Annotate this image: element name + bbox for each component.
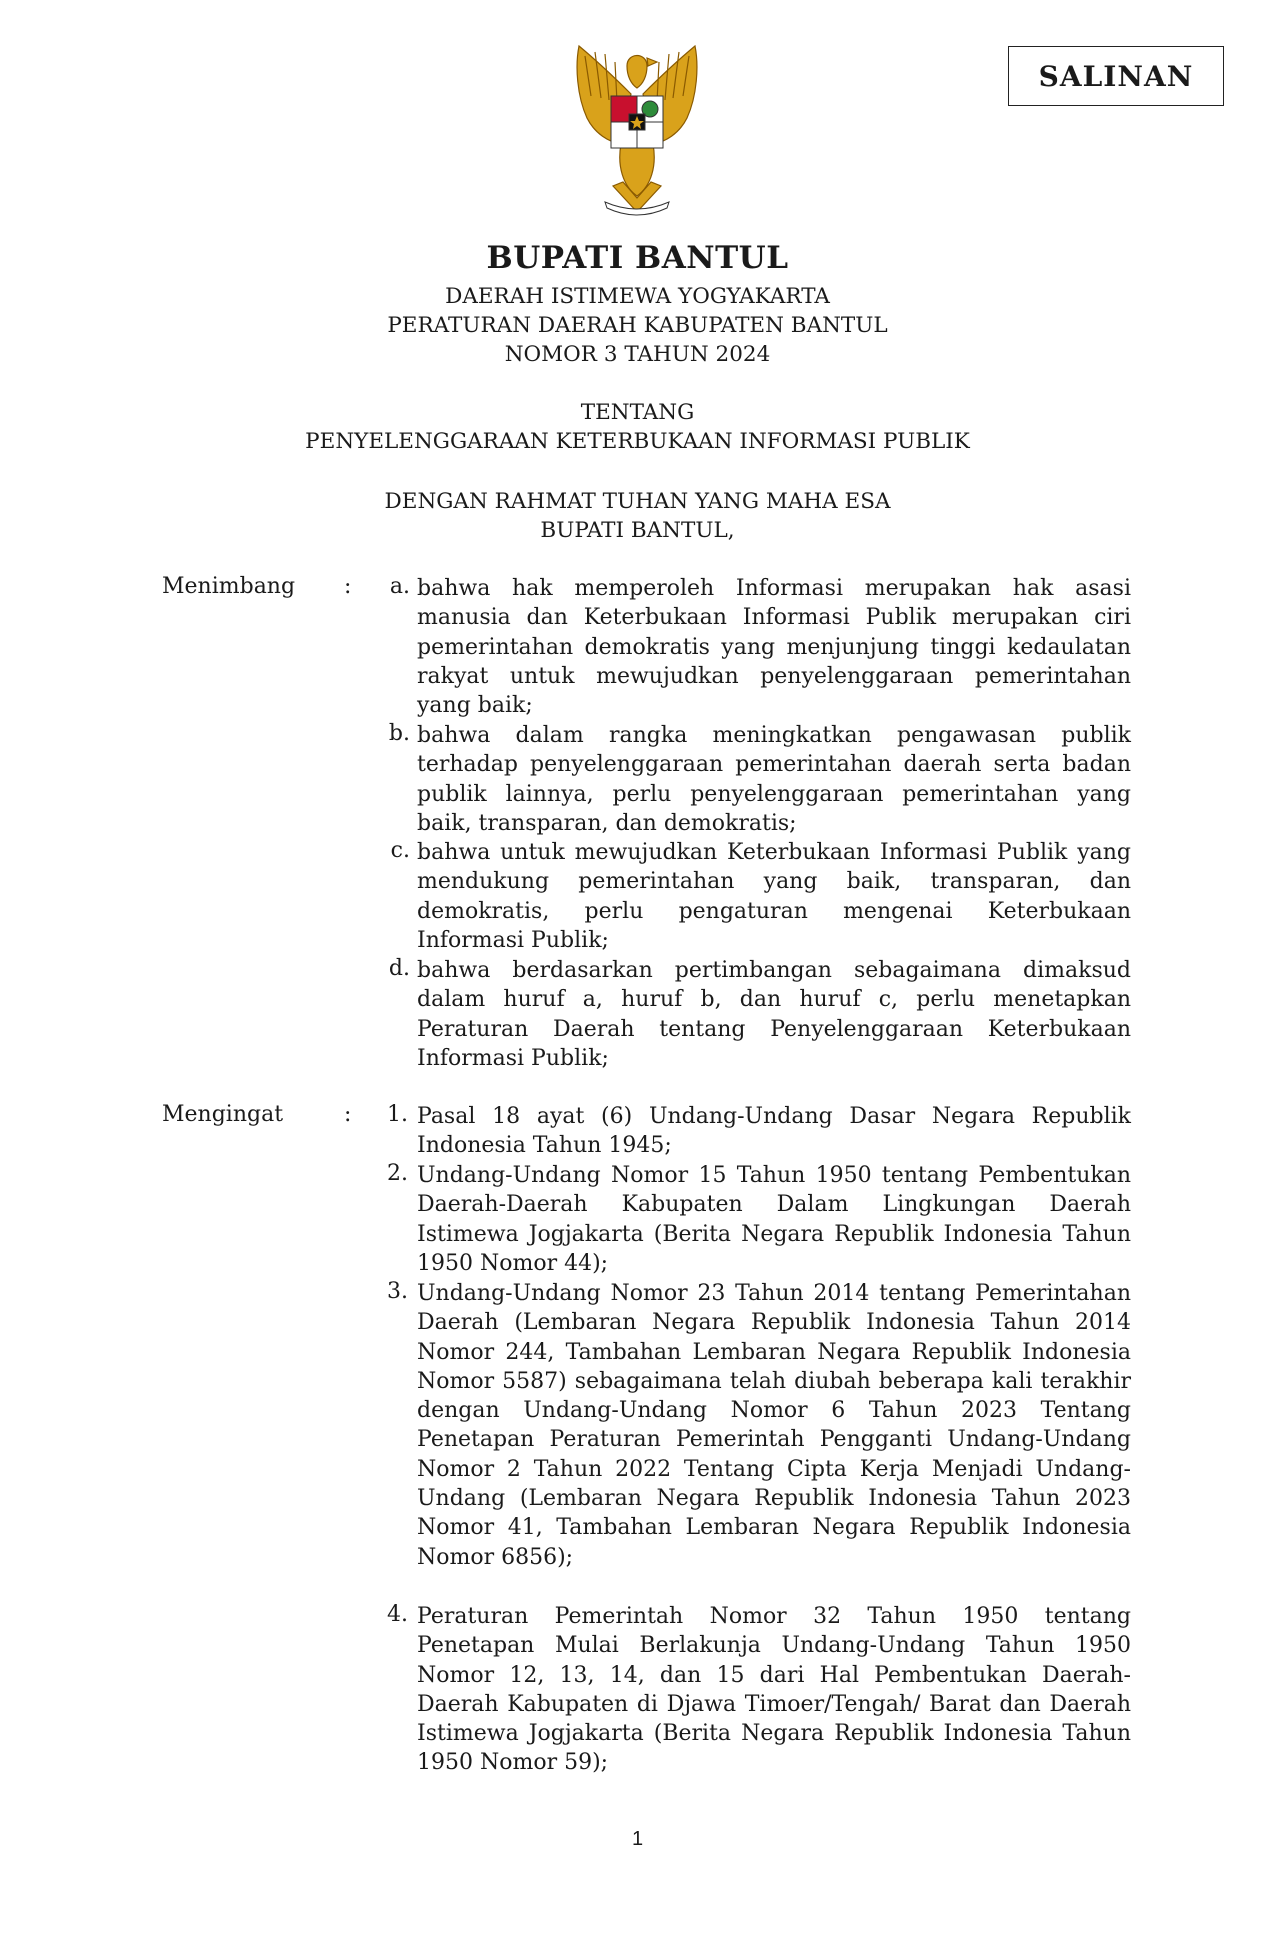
subject-line: PENYELENGGARAAN KETERBUKAAN INFORMASI PUBLIK (305, 429, 970, 454)
mengingat-item-1-mark: 1. (387, 1102, 408, 1127)
regulation-type-line: PERATURAN DAERAH KABUPATEN BANTUL (387, 313, 888, 338)
mengingat-item-4-text: Peraturan Pemerintah Nomor 32 Tahun 1950 tentang Penetapan Mulai Berlakunja Undang-Undang Tahun 1950 Nomor 12, 13, 14, dan 15 dari Hal Pembentukan Daerah-Daerah Kabupaten di Djawa Timoer/Tengah/ Barat dan Daerah Istimewa Jogjakarta (Berita Negara Republik Indonesia Tahun 1950 Nomor 59); (417, 1604, 1131, 1776)
menimbang-colon: : (344, 574, 352, 599)
page-number: 1 (631, 1828, 644, 1850)
mengingat-item-3-text: Undang-Undang Nomor 23 Tahun 2014 tentang Pemerintahan Daerah (Lembaran Negara Republik Indonesia Tahun 2014 Nomor 244, Tambahan Lembaran Negara Republik Indonesia Nomor 5587) sebagaimana telah diubah beberapa kali terakhir dengan Undang-Undang Nomor 6 Tahun 2023 Tentang Penetapan Peraturan Pemerintah Pengganti Undang-Undang Nomor 2 Tahun 2022 Tentang Cipta Kerja Menjadi Undang-Undang (Lembaran Negara Republik Indonesia Tahun 2023 Nomor 41, Tambahan Lembaran Negara Republik Indonesia Nomor 6856); (417, 1281, 1131, 1570)
mengingat-item-4-mark: 4. (387, 1602, 408, 1627)
mengingat-label: Mengingat (162, 1102, 284, 1127)
menimbang-item-d-text: bahwa berdasarkan pertimbangan sebagaimana dimaksud dalam huruf a, huruf b, dan huruf c, perlu menetapkan Peraturan Daerah tentang Penyelenggaraan Keterbukaan Informasi Publik; (417, 958, 1131, 1071)
mengingat-item-3-mark: 3. (387, 1279, 408, 1304)
menimbang-label: Menimbang (162, 574, 296, 599)
mengingat-item-2-text: Undang-Undang Nomor 15 Tahun 1950 tentang Pembentukan Daerah-Daerah Kabupaten Dalam Lingkungan Daerah Istimewa Jogjakarta (Berita Negara Republik Indonesia Tahun 1950 Nomor 44); (417, 1163, 1131, 1276)
menimbang-item-d-mark: d. (388, 956, 410, 981)
region-line: DAERAH ISTIMEWA YOGYAKARTA (445, 284, 830, 309)
stamp-text: SALINAN (1038, 59, 1194, 93)
menimbang-item-a-text: bahwa hak memperoleh Informasi merupakan hak asasi manusia dan Keterbukaan Informasi Publik merupakan ciri pemerintahan demokratis yang menjunjung tinggi kedaulatan rakyat untuk mewujudkan penyelenggaraan pemerintahan yang baik; (417, 576, 1131, 719)
menimbang-item-c-mark: c. (390, 838, 410, 863)
menimbang-item-b-text: bahwa dalam rangka meningkatkan pengawasan publik terhadap penyelenggaraan pemerintahan daerah serta badan publik lainnya, perlu penyelenggaraan pemerintahan yang baik, transparan, dan demokratis; (417, 723, 1131, 836)
document-title: BUPATI BANTUL (486, 240, 789, 276)
about-line: TENTANG (580, 400, 695, 425)
mengingat-item-2-mark: 2. (387, 1161, 408, 1186)
regulation-number-line: NOMOR 3 TAHUN 2024 (504, 342, 771, 367)
menimbang-item-c-text: bahwa untuk mewujudkan Keterbukaan Informasi Publik yang mendukung pemerintahan yang baik, transparan, dan demokratis, perlu pengaturan mengenai Keterbukaan Informasi Publik; (417, 840, 1131, 953)
salinan-stamp (1008, 46, 1224, 106)
menimbang-item-b-mark: b. (388, 721, 410, 746)
garuda-pancasila-emblem-icon (551, 36, 723, 226)
menimbang-item-a-mark: a. (389, 574, 410, 599)
mengingat-item-1-text: Pasal 18 ayat (6) Undang-Undang Dasar Negara Republik Indonesia Tahun 1945; (417, 1104, 1131, 1159)
mengingat-colon: : (344, 1102, 352, 1127)
official-line: BUPATI BANTUL, (540, 518, 735, 543)
invocation-line: DENGAN RAHMAT TUHAN YANG MAHA ESA (384, 489, 891, 514)
